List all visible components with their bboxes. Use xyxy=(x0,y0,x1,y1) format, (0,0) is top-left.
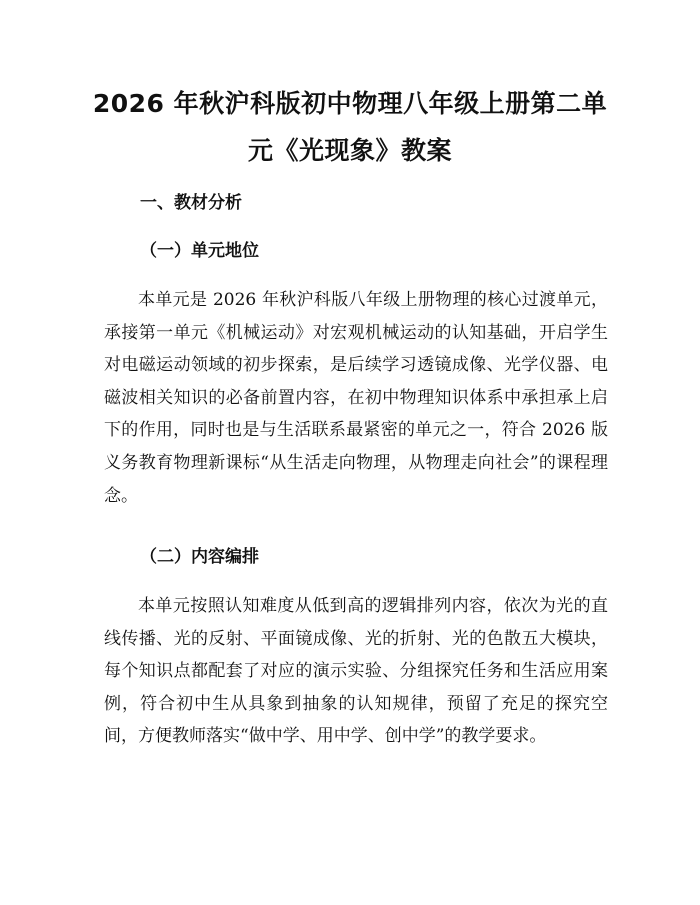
document-title-line-1: 2026 年秋沪科版初中物理八年级上册第二单 xyxy=(92,89,608,118)
paragraph-content-arrangement: 本单元按照认知难度从低到高的逻辑排列内容，依次为光的直线传播、光的反射、平面镜成像、光的折射、光的色散五大模块，每个知识点都配套了对应的演示实验、分组探究任务和生活应用案例，符合初中生从具象到抽象的认知规律，预留了充足的探究空间，方便教师落实“做中学、用中学、创中学”的教学要求。 xyxy=(104,596,608,747)
section-heading-textbook-analysis: 一、教材分析 xyxy=(140,193,242,213)
paragraph-unit-position: 本单元是 2026 年秋沪科版八年级上册物理的核心过渡单元，承接第一单元《机械运动》对宏观机械运动的认知基础，开启学生对电磁运动领域的初步探索，是后续学习透镜成像、光学仪器、电磁波相关知识的必备前置内容，在初中物理知识体系中承担承上启下的作用，同时也是与生活联系最紧密的单元之一，符合 2026 版义务教育物理新课标“从生活走向物理，从物理走向社会”的课程理念。 xyxy=(104,290,608,506)
subsection-heading-unit-position: （一）单元地位 xyxy=(140,241,259,261)
subsection-heading-content-arrangement: （二）内容编排 xyxy=(140,547,259,567)
document-title-line-2: 元《光现象》教案 xyxy=(247,136,452,165)
